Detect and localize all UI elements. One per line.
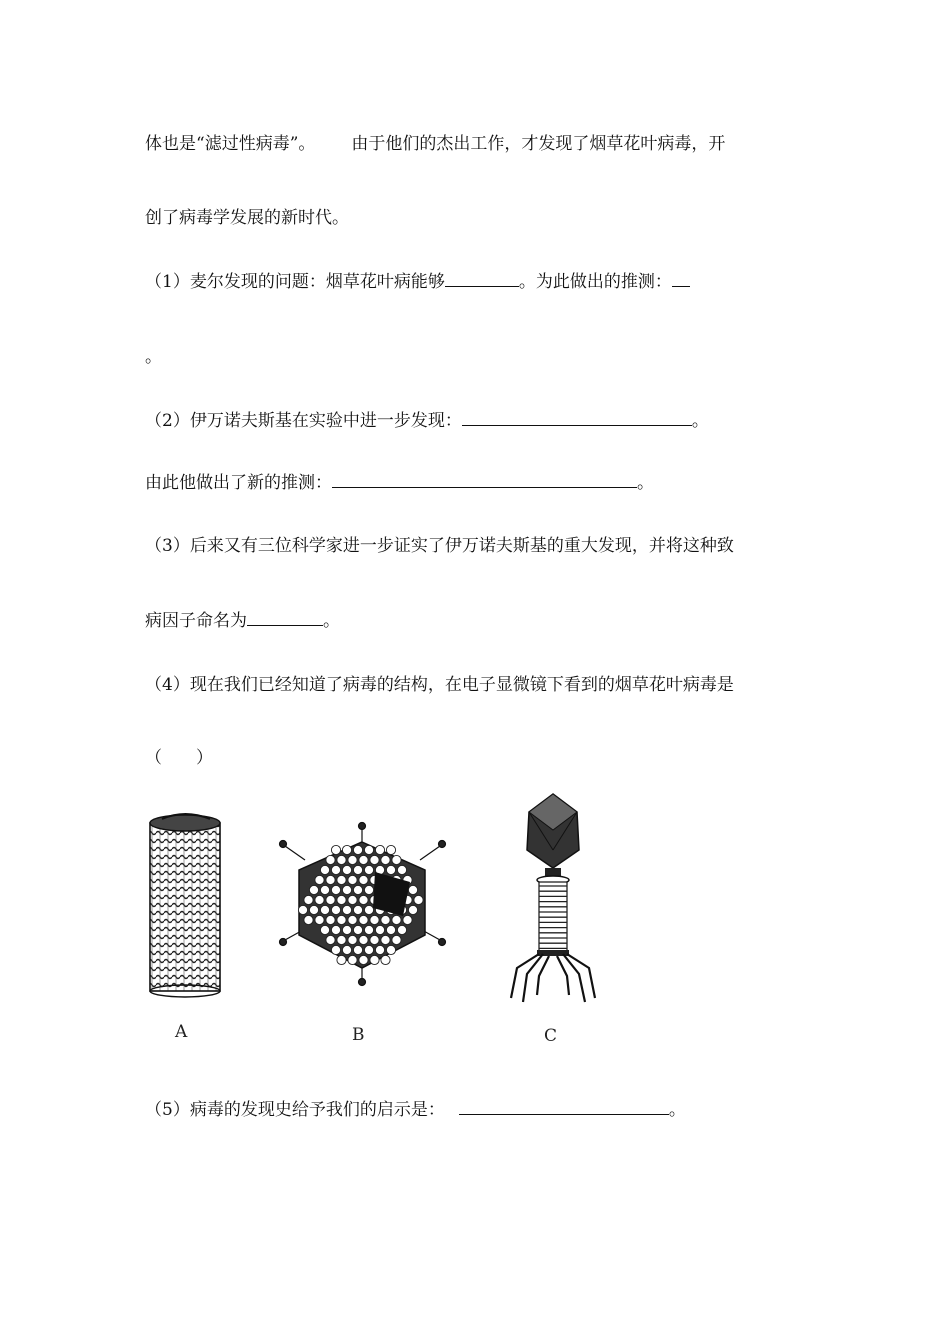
intro-line-2: 创了病毒学发展的新时代。 xyxy=(145,208,349,228)
q3-blank[interactable] xyxy=(247,609,323,626)
q5-text-a: （5）病毒的发现史给予我们的启示是： xyxy=(145,1100,445,1120)
q1-continuation: 。 xyxy=(145,347,162,367)
q2-text-b: 。 xyxy=(691,411,709,431)
figure-label-a: A xyxy=(175,1022,188,1042)
q1-text-a: （1）麦尔发现的问题：烟草花叶病能够 xyxy=(145,272,445,292)
question-2-line-2 xyxy=(145,471,654,495)
virus-b-icosahedral-image xyxy=(275,820,450,990)
q2-blank-2[interactable] xyxy=(332,471,637,488)
q2-line2-text-b: 。 xyxy=(637,473,654,493)
intro-line-1-part-b: 由于他们的杰出工作，才发现了烟草花叶病毒，开 xyxy=(351,134,726,154)
virus-a-rod-image xyxy=(140,805,230,1000)
question-4-line-1: （4）现在我们已经知道了病毒的结构，在电子显微镜下看到的烟草花叶病毒是 xyxy=(145,675,734,695)
question-1 xyxy=(145,270,690,294)
q1-text-b: 。为此做出的推测： xyxy=(518,272,672,292)
question-2 xyxy=(145,409,709,433)
q1-blank-1[interactable] xyxy=(445,270,519,287)
virus-c-phage-image xyxy=(495,790,610,1010)
figure-label-b: B xyxy=(352,1025,365,1045)
intro-line-1-part-a: 体也是“滤过性病毒”。 xyxy=(145,134,316,154)
q2-line2-text-a: 由此他做出了新的推测： xyxy=(145,473,332,493)
question-5 xyxy=(145,1098,686,1122)
q1-blank-2[interactable] xyxy=(672,270,690,287)
figure-label-c: C xyxy=(544,1026,558,1046)
intro-line-1 xyxy=(145,132,725,156)
q3-text-b: 。 xyxy=(323,611,340,631)
q5-text-b: 。 xyxy=(668,1100,686,1120)
q2-blank-1[interactable] xyxy=(462,409,692,426)
question-3-line-1: （3）后来又有三位科学家进一步证实了伊万诺夫斯基的重大发现，并将这种致 xyxy=(145,536,734,556)
q3-text-a: 病因子命名为 xyxy=(145,611,247,631)
question-4-answer-paren: （ ） xyxy=(145,748,213,768)
q5-blank[interactable] xyxy=(459,1098,669,1115)
q2-text-a: （2）伊万诺夫斯基在实验中进一步发现： xyxy=(145,411,462,431)
question-3-line-2 xyxy=(145,609,340,633)
